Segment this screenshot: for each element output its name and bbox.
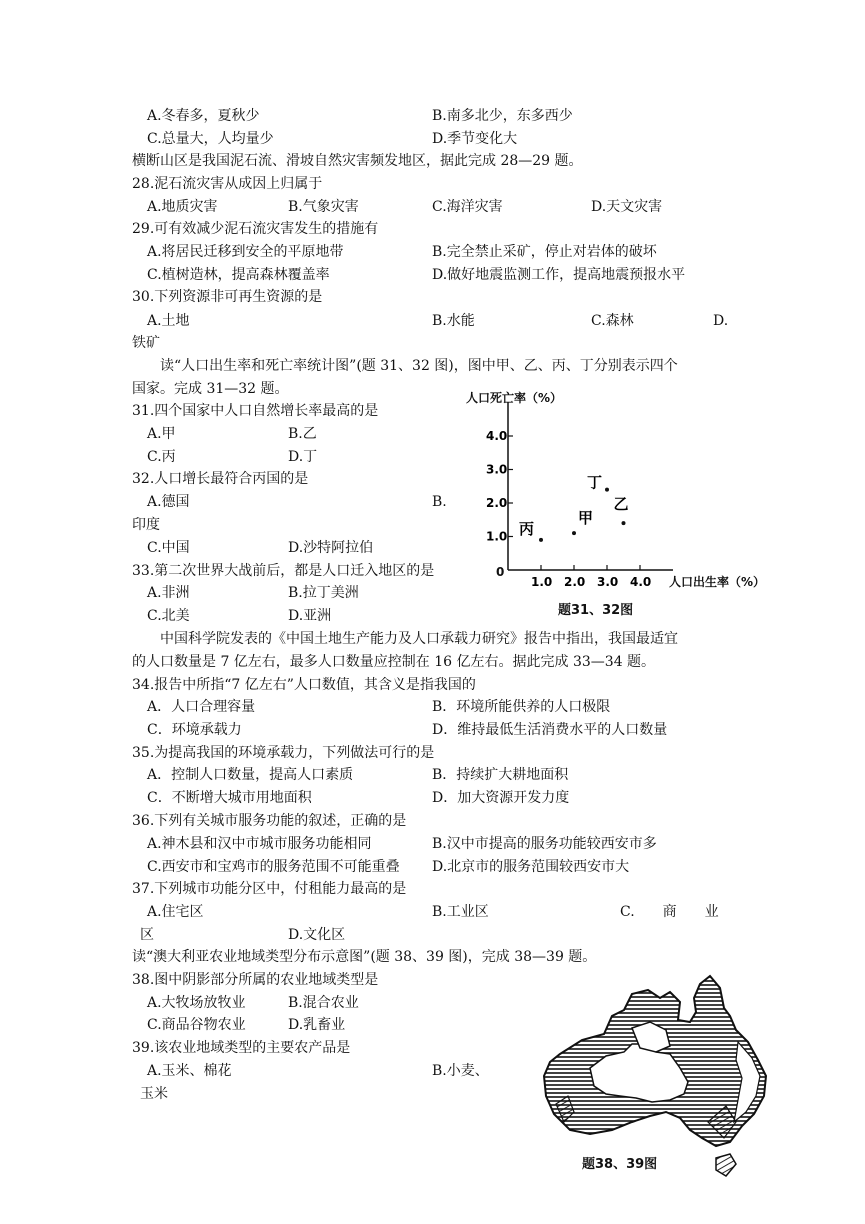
q37-option-c-cont: 区 [140,927,154,943]
q33-option-c: C.北美 [147,608,190,624]
q32-option-b-cont: 印度 [132,517,160,533]
data-point-label: 甲 [578,509,594,528]
q39-option-a: A.玉米、棉花 [147,1063,232,1079]
q27-option-d: D.季节变化大 [432,131,518,147]
data-point-label: 丙 [519,519,535,538]
q39-option-b-cont: 玉米 [140,1086,168,1102]
x-tick-label: 2.0 [564,575,586,589]
q28-stem: 28.泥石流灾害从成因上归属于 [132,176,323,192]
chart-caption: 题31、32图 [558,603,634,618]
q35-option-a: A．控制人口数量，提高人口素质 [147,767,354,783]
q34-option-c: C．环境承载力 [147,722,242,738]
q30-option-a: A.土地 [147,313,190,329]
q34-option-a: A．人口合理容量 [147,699,256,715]
y-tick-label: 4.0 [486,429,508,443]
tasmania [716,1154,736,1176]
data-point-label: 乙 [613,495,629,514]
q39-stem: 39.该农业地域类型的主要农产品是 [132,1040,351,1056]
data-point [605,488,609,492]
q30-option-b: B.水能 [432,313,475,329]
q33-option-d: D.亚洲 [288,608,332,624]
q37-option-d: D.文化区 [288,927,346,943]
passage-carrying-capacity-cont: 的人口数量是 7 亿左右，最多人口数量应控制在 16 亿左右。据此完成 33—34 题。 [132,654,656,670]
q34-stem: 34.报告中所指“7 亿左右”人口数值，其含义是指我国的 [132,677,476,693]
q30-stem: 30.下列资源非可再生资源的是 [132,289,323,305]
q38-option-a: A.大牧场放牧业 [147,995,246,1011]
q35-stem: 35.为提高我国的环境承载力，下列做法可行的是 [132,745,435,761]
passage-carrying-capacity: 中国科学院发表的《中国土地生产能力及人口承载力研究》报告中指出，我国最适宜 [160,631,678,647]
q29-option-c: C.植树造林，提高森林覆盖率 [147,267,330,283]
q38-stem: 38.图中阴影部分所属的农业地域类型是 [132,972,379,988]
q36-option-b: B.汉中市提高的服务功能较西安市多 [432,836,657,852]
x-tick-label: 1.0 [531,575,553,589]
q29-stem: 29.可有效减少泥石流灾害发生的措施有 [132,221,379,237]
q31-option-b: B.乙 [288,426,317,442]
q37-option-c: C. 商 业 [620,904,719,920]
q32-option-b: B. [432,494,447,510]
q34-option-b: B．环境所能供养的人口极限 [432,699,611,715]
x-tick-label: 4.0 [630,575,652,589]
q28-option-a: A.地质灾害 [147,199,218,215]
data-point [572,531,576,535]
y-tick-label: 2.0 [486,496,508,510]
data-point [622,521,626,525]
q28-option-c: C.海洋灾害 [432,199,503,215]
x-axis-label: 人口出生率（%） [669,575,766,589]
q27-option-b: B.南多北少，东多西少 [432,108,573,124]
q31-option-a: A.甲 [147,426,176,442]
q34-option-d: D．维持最低生活消费水平的人口数量 [432,722,668,738]
q37-option-a: A.住宅区 [147,904,204,920]
q28-option-d: D.天文灾害 [591,199,663,215]
y-tick-label: 3.0 [486,462,508,477]
data-point [539,538,543,542]
q32-option-a: A.德国 [147,494,190,510]
australia-agriculture-map [520,972,790,1182]
q37-option-b: B.工业区 [432,904,489,920]
map-caption: 题38、39图 [582,1157,658,1172]
q33-stem: 33.第二次世界大战前后，都是人口迁入地区的是 [132,563,435,579]
q32-option-d: D.沙特阿拉伯 [288,540,374,556]
q38-option-d: D.乳畜业 [288,1017,346,1033]
q30-option-d: D. [713,313,729,329]
q27-option-c: C.总量大，人均量少 [147,131,274,147]
q31-option-c: C.丙 [147,449,176,465]
q32-stem: 32.人口增长最符合丙国的是 [132,471,309,487]
passage-population-chart-cont: 国家。完成 31—32 题。 [132,381,289,397]
q35-option-b: B．持续扩大耕地面积 [432,767,569,783]
q33-option-a: A.非洲 [147,585,190,601]
data-point-label: 丁 [587,473,603,492]
population-rate-chart [458,382,776,622]
q30-option-d-cont: 铁矿 [132,335,160,351]
q35-option-d: D．加大资源开发力度 [432,790,570,806]
q35-option-c: C．不断增大城市用地面积 [147,790,312,806]
q37-stem: 37.下列城市功能分区中，付租能力最高的是 [132,881,407,897]
q39-option-b: B.小麦、 [432,1063,489,1079]
q28-option-b: B.气象灾害 [288,199,359,215]
y-axis-label: 人口死亡率（%） [466,391,563,405]
q36-option-a: A.神木县和汉中市城市服务功能相同 [147,836,372,852]
q33-option-b: B.拉丁美洲 [288,585,359,601]
passage-population-chart: 读“人口出生率和死亡率统计图”(题 31、32 图)，图中甲、乙、丙、丁分别表示四个 [160,358,678,374]
q31-option-d: D.丁 [288,449,318,465]
passage-australia-map: 读“澳大利亚农业地域类型分布示意图”(题 38、39 图)，完成 38—39 题。 [132,949,597,965]
origin-label: 0 [496,565,505,579]
q38-option-c: C.商品谷物农业 [147,1017,246,1033]
q29-option-b: B.完全禁止采矿，停止对岩体的破坏 [432,244,657,260]
q32-option-c: C.中国 [147,540,190,556]
q30-option-c: C.森林 [591,313,634,329]
q27-option-a: A.冬春多，夏秋少 [147,108,260,124]
passage-hengduan: 横断山区是我国泥石流、滑坡自然灾害频发地区，据此完成 28—29 题。 [132,153,583,169]
q36-option-d: D.北京市的服务范围较西安市大 [432,859,630,875]
q29-option-a: A.将居民迁移到安全的平原地带 [147,244,344,260]
q36-option-c: C.西安市和宝鸡市的服务范围不可能重叠 [147,859,400,875]
q29-option-d: D.做好地震监测工作，提高地震预报水平 [432,267,686,283]
q31-stem: 31.四个国家中人口自然增长率最高的是 [132,403,379,419]
x-tick-label: 3.0 [597,575,619,589]
q36-stem: 36.下列有关城市服务功能的叙述，正确的是 [132,813,407,829]
y-tick-label: 1.0 [486,529,508,544]
q38-option-b: B.混合农业 [288,995,359,1011]
